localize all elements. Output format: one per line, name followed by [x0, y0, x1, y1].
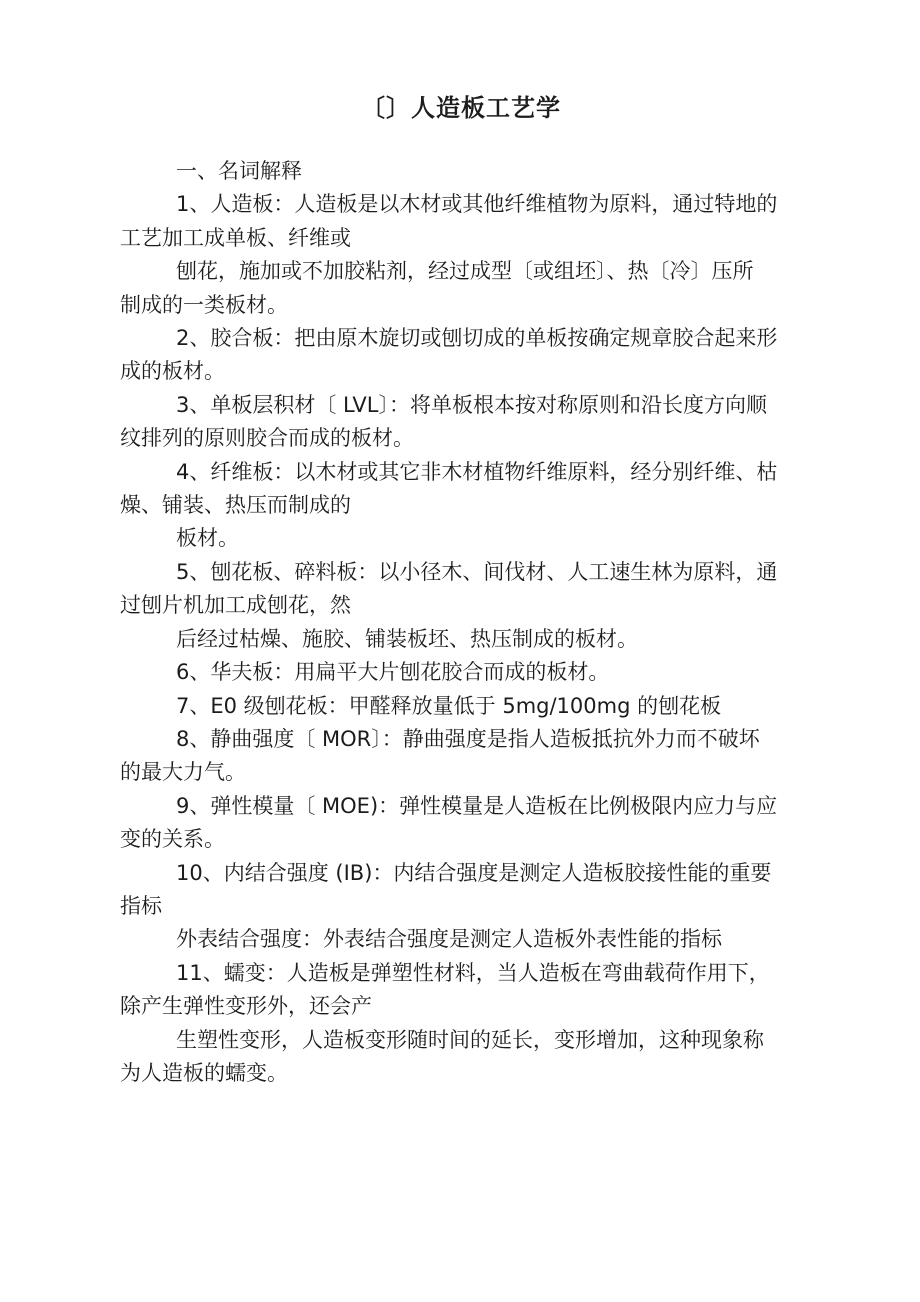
- text-line: 4、纤维板：以木材或其它非木材植物纤维原料，经分别纤维、枯: [176, 459, 778, 484]
- text-line: 变的关系。: [120, 827, 225, 852]
- text-line: 10、内结合强度 (IB)：内结合强度是测定人造板胶接性能的重要: [176, 860, 772, 885]
- text-line: 3、单板层积材〔 LVL〕：将单板根本按对称原则和沿长度方向顺: [176, 392, 767, 417]
- text-line: 后经过枯燥、施胶、铺装板坯、热压制成的板材。: [176, 626, 638, 651]
- text-line: 刨花，施加或不加胶粘剂，经过成型〔或组坯〕、热〔冷〕压所: [176, 259, 754, 284]
- text-line: 工艺加工成单板、纤维或: [120, 225, 351, 250]
- document-title: 〔〕人造板工艺学: [361, 94, 561, 122]
- text-line: 制成的一类板材。: [120, 292, 288, 317]
- text-line: 成的板材。: [120, 359, 225, 384]
- document-body: [120, 155, 802, 1090]
- text-line: 1、人造板：人造板是以木材或其他纤维植物为原料，通过特地的: [176, 192, 778, 217]
- text-line: 7、E0 级刨花板：甲醛释放量低于 5mg/100mg 的刨花板: [176, 693, 722, 718]
- text-line: 指标: [120, 893, 162, 918]
- text-line: 一、名词解释: [176, 159, 302, 183]
- text-line: 为人造板的蠕变。: [120, 1060, 288, 1085]
- text-line: 板材。: [176, 526, 239, 551]
- text-line: 6、华夫板：用扁平大片刨花胶合而成的板材。: [176, 660, 610, 685]
- text-line: 2、胶合板：把由原木旋切或刨切成的单板按确定规章胶合起来形: [176, 326, 778, 351]
- text-line: 除产生弹性变形外，还会产: [120, 994, 372, 1019]
- text-line: 9、弹性模量〔 MOE)：弹性模量是人造板在比例极限内应力与应: [176, 793, 778, 818]
- text-line: 燥、铺装、热压而制成的: [120, 493, 351, 518]
- text-line: 8、静曲强度〔 MOR〕：静曲强度是指人造板抵抗外力而不破坏: [176, 726, 760, 751]
- text-line: 生塑性变形，人造板变形随时间的延长，变形增加，这种现象称: [176, 1027, 764, 1052]
- text-line: 的最大力气。: [120, 760, 246, 785]
- text-line: 过刨片机加工成刨花，然: [120, 593, 351, 618]
- text-line: 外表结合强度：外表结合强度是测定人造板外表性能的指标: [176, 927, 722, 952]
- text-line: 11、蠕变：人造板是弹塑性材料，当人造板在弯曲载荷作用下，: [176, 960, 770, 985]
- text-line: 纹排列的原则胶合而成的板材。: [120, 426, 414, 451]
- text-line: 5、刨花板、碎料板：以小径木、间伐材、人工速生林为原料，通: [176, 559, 778, 584]
